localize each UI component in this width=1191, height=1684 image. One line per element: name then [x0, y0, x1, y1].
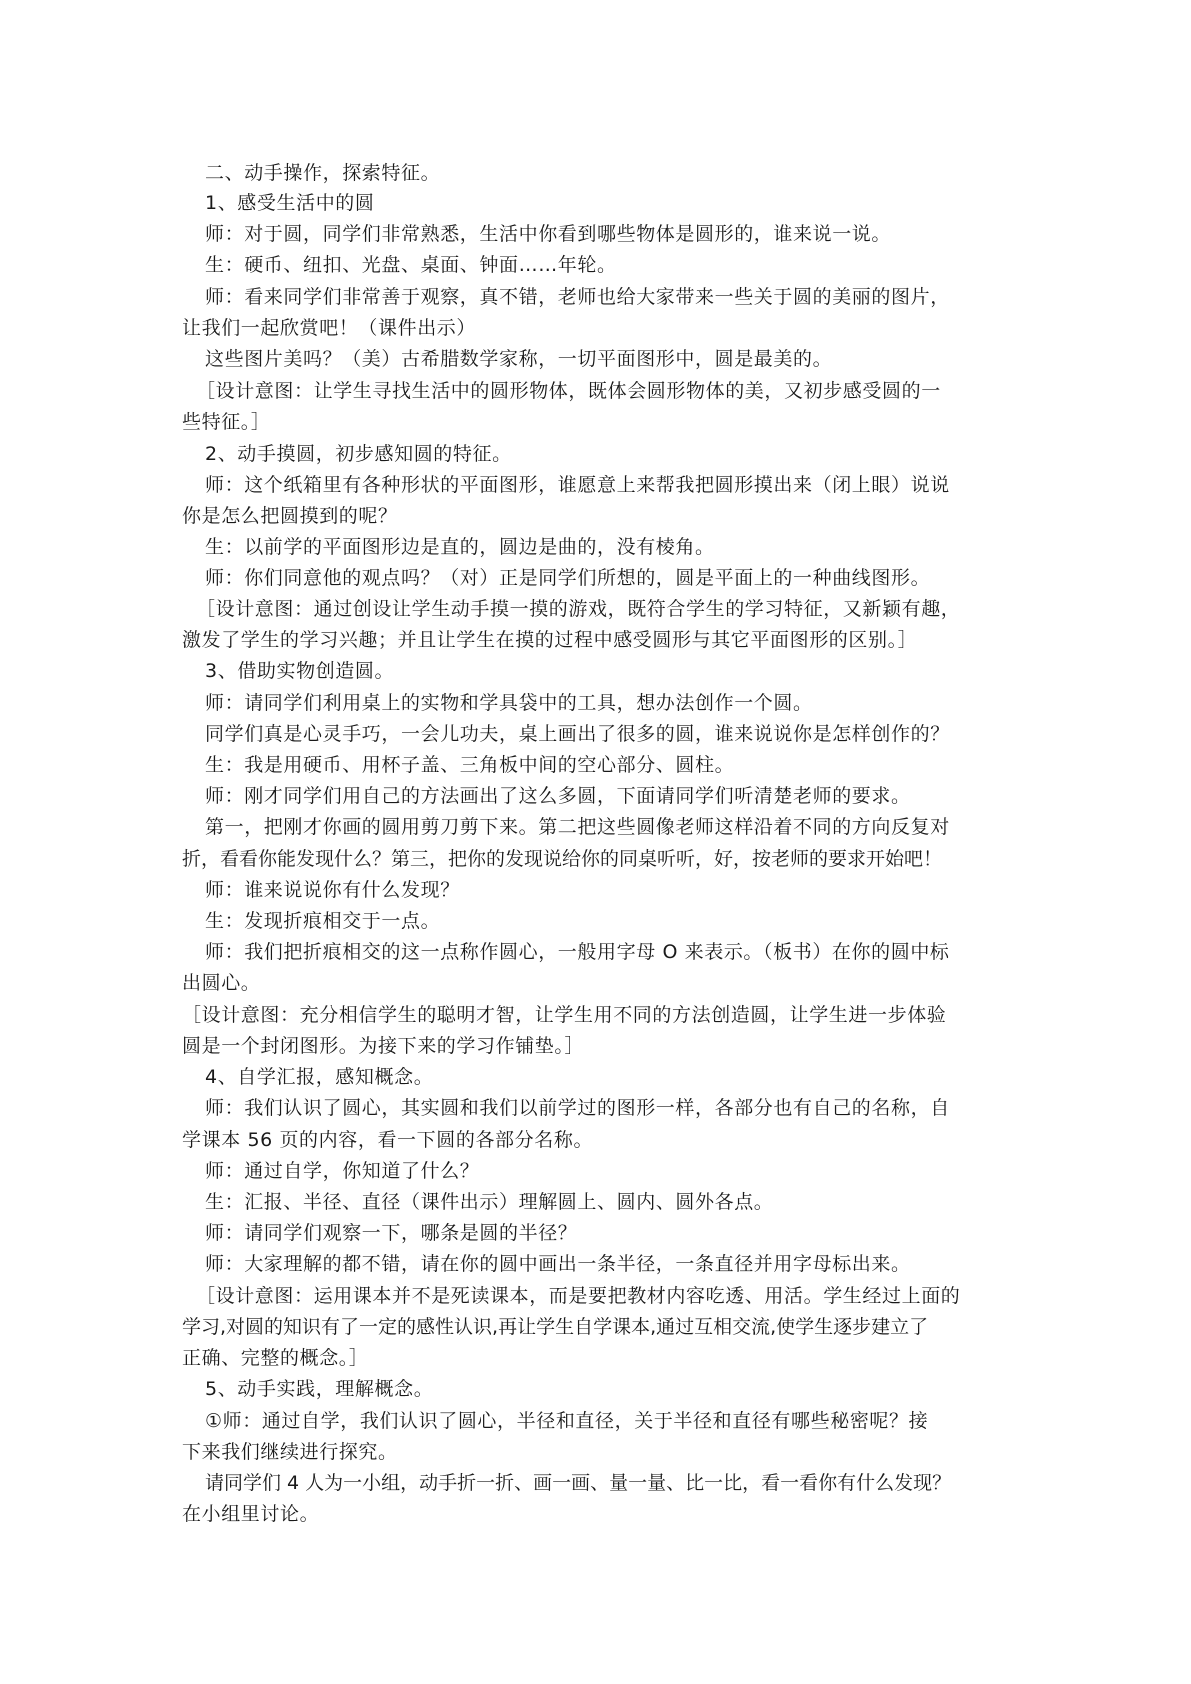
subsection-heading: 5、动手实践，理解概念。	[205, 1378, 434, 1400]
paragraph-line: 师：请同学们观察一下，哪条是圆的半径？	[205, 1222, 578, 1244]
paragraph-line: 师：谁来说说你有什么发现？	[205, 879, 460, 901]
design-intent-line: ［设计意图：运用课本并不是死读课本，而是要把教材内容吃透、用活。学生经过上面的	[196, 1285, 961, 1307]
design-intent-line: 些特征。］	[182, 411, 271, 433]
design-intent-line: ［设计意图：充分相信学生的聪明才智，让学生用不同的方法创造圆，让学生进一步体验	[182, 1004, 947, 1026]
paragraph-line: 生：以前学的平面图形边是直的，圆边是曲的，没有棱角。	[205, 536, 715, 558]
paragraph-line: 学课本 56 页的内容，看一下圆的各部分名称。	[182, 1129, 594, 1151]
design-intent-line: ［设计意图：通过创设让学生动手摸一摸的游戏，既符合学生的学习特征，又新颖有趣，	[196, 598, 961, 620]
paragraph-line: 下来我们继续进行探究。	[182, 1441, 398, 1463]
paragraph-line: 生：我是用硬币、用杯子盖、三角板中间的空心部分、圆柱。	[205, 754, 735, 776]
paragraph-line: 生：发现折痕相交于一点。	[205, 910, 441, 932]
section-heading: 二、动手操作，探索特征。	[205, 162, 441, 184]
paragraph-line: 师：对于圆，同学们非常熟悉，生活中你看到哪些物体是圆形的，谁来说一说。	[205, 223, 892, 245]
paragraph-line: 让我们一起欣赏吧！（课件出示）	[182, 317, 477, 339]
paragraph-line: 师：通过自学，你知道了什么？	[205, 1160, 480, 1182]
design-intent-line: 正确、完整的概念。］	[182, 1347, 369, 1369]
design-intent-line: ［设计意图：让学生寻找生活中的圆形物体，既体会圆形物体的美，又初步感受圆的一	[196, 380, 941, 402]
subsection-heading: 4、自学汇报，感知概念。	[205, 1066, 434, 1088]
paragraph-line: 出圆心。	[182, 972, 261, 994]
paragraph-line: 请同学们 4 人为一小组，动手折一折、画一画、量一量、比一比，看一看你有什么发现？	[205, 1472, 952, 1494]
paragraph-line: ①师：通过自学，我们认识了圆心，半径和直径，关于半径和直径有哪些秘密呢？接	[205, 1410, 929, 1432]
paragraph-line: 师：我们认识了圆心，其实圆和我们以前学过的图形一样，各部分也有自己的名称，自	[205, 1097, 950, 1119]
paragraph-line: 生：汇报、半径、直径（课件出示）理解圆上、圆内、圆外各点。	[205, 1191, 774, 1213]
paragraph-line: 师：你们同意他的观点吗？（对）正是同学们所想的，圆是平面上的一种曲线图形。	[205, 567, 931, 589]
design-intent-line: 圆是一个封闭图形。为接下来的学习作铺垫。］	[182, 1035, 585, 1057]
paragraph-line: 师：我们把折痕相交的这一点称作圆心，一般用字母 O 来表示。（板书）在你的圆中标	[205, 941, 950, 963]
paragraph-line: 师：这个纸箱里有各种形状的平面图形，谁愿意上来帮我把圆形摸出来（闭上眼）说说	[205, 474, 950, 496]
subsection-heading: 1、感受生活中的圆	[205, 192, 375, 214]
design-intent-line: 激发了学生的学习兴趣；并且让学生在摸的过程中感受圆形与其它平面图形的区别。］	[182, 629, 918, 651]
paragraph-line: 师：看来同学们非常善于观察，真不错，老师也给大家带来一些关于圆的美丽的图片，	[205, 286, 950, 308]
paragraph-line: 这些图片美吗？（美）古希腊数学家称，一切平面图形中，圆是最美的。	[205, 348, 833, 370]
paragraph-line: 同学们真是心灵手巧，一会儿功夫，桌上画出了很多的圆，谁来说说你是怎样创作的？	[205, 723, 950, 745]
paragraph-line: 师：请同学们利用桌上的实物和学具袋中的工具，想办法创作一个圆。	[205, 692, 813, 714]
subsection-heading: 3、借助实物创造圆。	[205, 660, 395, 682]
paragraph-line: 折，看看你能发现什么？第三，把你的发现说给你的同桌听听，好，按老师的要求开始吧！	[182, 848, 943, 870]
paragraph-line: 师：刚才同学们用自己的方法画出了这么多圆，下面请同学们听清楚老师的要求。	[205, 785, 911, 807]
paragraph-line: 师：大家理解的都不错，请在你的圆中画出一条半径，一条直径并用字母标出来。	[205, 1253, 911, 1275]
subsection-heading: 2、动手摸圆，初步感知圆的特征。	[205, 443, 512, 465]
paragraph-line: 你是怎么把圆摸到的呢？	[182, 505, 398, 527]
paragraph-line: 在小组里讨论。	[182, 1503, 320, 1525]
paragraph-line: 生：硬币、纽扣、光盘、桌面、钟面……年轮。	[205, 254, 617, 276]
paragraph-line: 第一，把刚才你画的圆用剪刀剪下来。第二把这些圆像老师这样沿着不同的方向反复对	[205, 816, 950, 838]
design-intent-line: 学习,对圆的知识有了一定的感性认识,再让学生自学课本,通过互相交流,使学生逐步建立了	[182, 1316, 929, 1338]
